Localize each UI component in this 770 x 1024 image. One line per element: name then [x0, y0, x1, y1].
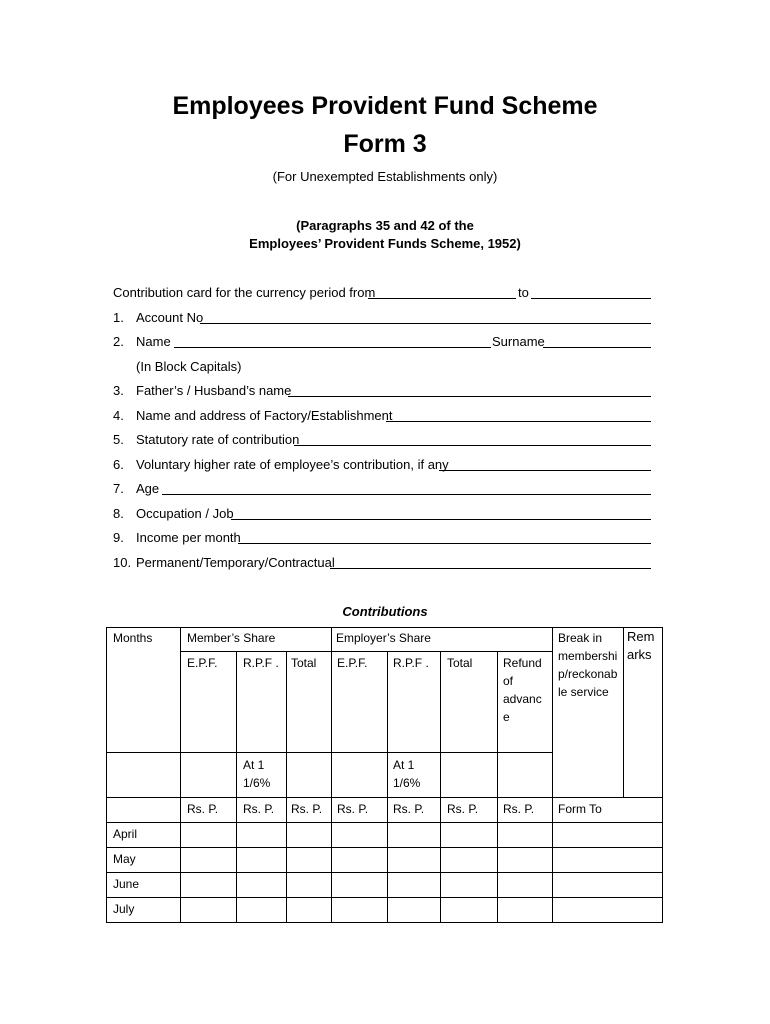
field-number: 5.	[113, 432, 124, 447]
field-occupation	[113, 506, 653, 522]
age-input[interactable]	[162, 481, 651, 495]
contributions-heading: Contributions	[342, 604, 428, 619]
field-label: Income per month	[136, 530, 241, 545]
currency-unit: Rs. P.	[187, 802, 219, 816]
block-capitals-note	[113, 359, 653, 375]
field-number: 7.	[113, 481, 124, 496]
establishment-input[interactable]	[386, 408, 651, 422]
paragraph-reference-line-1: (Paragraphs 35 and 42 of the	[296, 218, 474, 233]
member-rate-line-1: At 1	[243, 758, 265, 772]
field-number: 1.	[113, 310, 124, 325]
months-header: Months	[113, 631, 153, 645]
form-to-header: Form To	[558, 802, 602, 816]
currency-unit: Rs. P.	[503, 802, 535, 816]
field-number: 2.	[113, 334, 124, 349]
currency-unit: Rs. P.	[243, 802, 275, 816]
field-number: 3.	[113, 383, 124, 398]
employer-rpf-header: R.P.F .	[393, 656, 429, 670]
employer-share-header: Employer’s Share	[336, 631, 431, 645]
field-label: Account No	[136, 310, 204, 325]
name-input[interactable]	[174, 334, 491, 348]
member-total-header: Total	[291, 656, 317, 670]
field-number: 10.	[113, 555, 132, 570]
occupation-input[interactable]	[231, 506, 651, 520]
field-voluntary-rate	[113, 457, 653, 473]
member-rpf-header: R.P.F .	[243, 656, 279, 670]
field-number: 6.	[113, 457, 124, 472]
month-april: April	[113, 827, 138, 841]
field-income	[113, 530, 653, 546]
field-age	[113, 481, 653, 497]
field-label: Father’s / Husband’s name	[136, 383, 292, 398]
month-may: May	[113, 852, 136, 866]
income-input[interactable]	[238, 530, 651, 544]
form-title: Employees Provident Fund Scheme	[172, 92, 598, 120]
period-from-field[interactable]	[368, 285, 516, 299]
field-name	[113, 334, 653, 350]
field-label: Voluntary higher rate of employee’s contribution, if any	[136, 457, 449, 472]
member-rate-line-2: 1/6%	[243, 776, 271, 790]
employer-rate-line-1: At 1	[393, 758, 415, 772]
father-husband-name-input[interactable]	[288, 383, 651, 397]
period-label: Contribution card for the currency period from	[113, 285, 376, 300]
field-label: Name	[136, 334, 171, 349]
field-label: Statutory rate of contribution	[136, 432, 300, 447]
voluntary-rate-input[interactable]	[439, 457, 651, 471]
field-label: Occupation / Job	[136, 506, 234, 521]
field-label: (In Block Capitals)	[136, 359, 242, 374]
field-label: Permanent/Temporary/Contractual	[136, 555, 335, 570]
month-july: July	[113, 902, 135, 916]
currency-unit: Rs. P.	[337, 802, 369, 816]
member-share-header: Member’s Share	[187, 631, 276, 645]
employer-rate-line-2: 1/6%	[393, 776, 421, 790]
refund-of-advance-header: Refund of advanc e	[503, 656, 542, 724]
establishment-note: (For Unexempted Establishments only)	[272, 169, 498, 184]
surname-input[interactable]	[543, 334, 651, 348]
employment-type-input[interactable]	[330, 555, 651, 569]
statutory-rate-input[interactable]	[294, 432, 651, 446]
field-number: 4.	[113, 408, 124, 423]
contributions-table	[106, 627, 663, 923]
employer-epf-header: E.P.F.	[337, 656, 368, 670]
member-epf-header: E.P.F.	[187, 656, 218, 670]
currency-unit: Rs. P.	[393, 802, 425, 816]
period-to-field[interactable]	[531, 285, 651, 299]
field-establishment	[113, 408, 653, 424]
currency-unit: Rs. P.	[447, 802, 479, 816]
remarks-header: Rem arks	[627, 629, 655, 662]
paragraph-reference-line-2: Employees’ Provident Funds Scheme, 1952)	[249, 236, 521, 251]
break-in-membership-header: Break in membershi p/reckonab le service	[558, 631, 618, 699]
account-no-input[interactable]	[200, 310, 651, 324]
field-number: 9.	[113, 530, 124, 545]
employer-total-header: Total	[447, 656, 473, 670]
field-label: Age	[136, 481, 160, 496]
field-number: 8.	[113, 506, 124, 521]
period-to-label: to	[518, 285, 529, 300]
field-employment-type	[113, 555, 653, 571]
surname-label: Surname	[492, 334, 545, 349]
field-father-husband-name	[113, 383, 653, 399]
currency-unit: Rs. P.	[291, 802, 323, 816]
period-row	[113, 285, 653, 301]
field-account-no	[113, 310, 653, 326]
form-number: Form 3	[343, 130, 427, 158]
field-label: Name and address of Factory/Establishment	[136, 408, 393, 423]
month-june: June	[113, 877, 140, 891]
field-statutory-rate	[113, 432, 653, 448]
